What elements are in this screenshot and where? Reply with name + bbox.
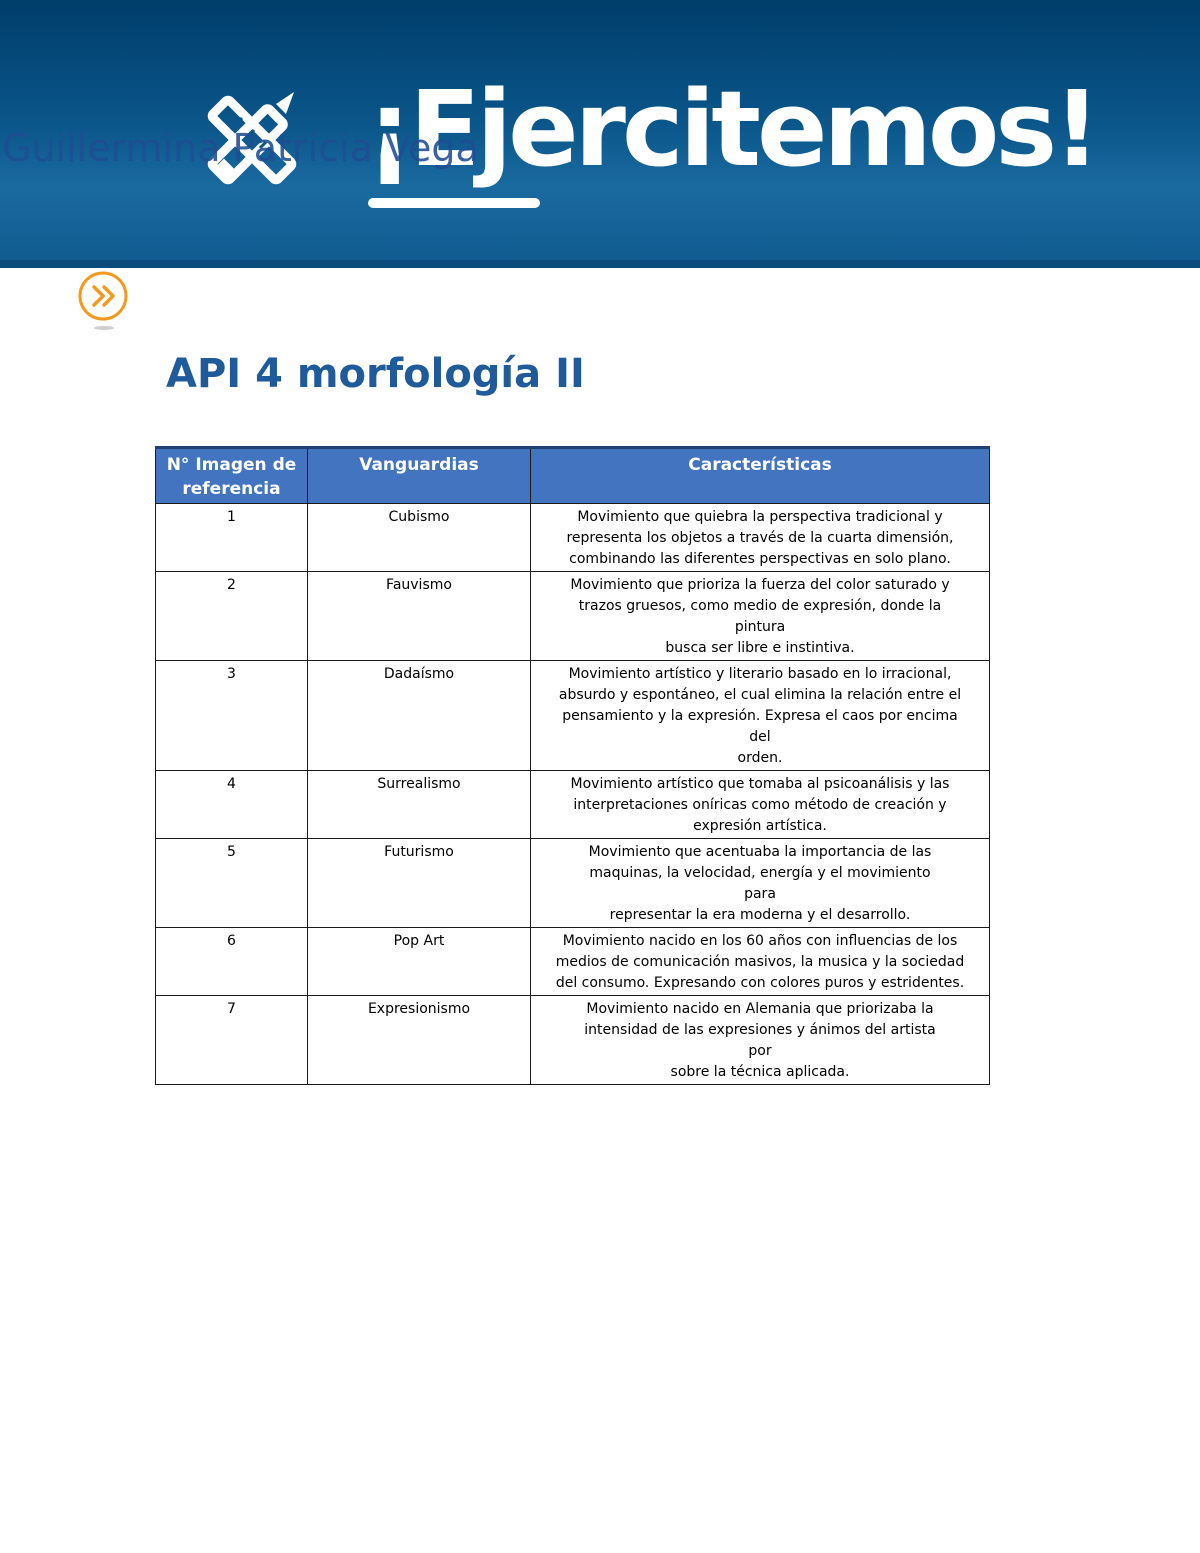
cell-caracteristicas: Movimiento que prioriza la fuerza del color saturado y trazos gruesos, como medio de expresión, donde la pintura busca ser libre e instintiva. — [531, 572, 990, 661]
icon-shadow — [94, 326, 114, 330]
cell-caracteristicas: Movimiento nacido en los 60 años con influencias de los medios de comunicación masivos, la musica y la sociedad del consumo. Expresando con colores puros y estridentes. — [531, 928, 990, 996]
banner-bottom-edge — [0, 260, 1200, 268]
cell-vanguardia: Cubismo — [308, 504, 531, 572]
table-row — [156, 928, 990, 996]
double-chevron-right-icon — [77, 270, 129, 322]
header-vanguardias: Vanguardias — [308, 448, 531, 504]
header-caracteristicas: Características — [531, 448, 990, 504]
cell-numero: 7 — [156, 996, 308, 1085]
author-watermark: Guillermina Patricia Vega — [2, 126, 479, 170]
cell-caracteristicas: Movimiento artístico y literario basado en lo irracional, absurdo y espontáneo, el cual elimina la relación entre el pensamiento y la expresión. Expresa el caos por encima del orden. — [531, 661, 990, 771]
table-row — [156, 996, 990, 1085]
table-row — [156, 771, 990, 839]
cell-vanguardia: Futurismo — [308, 839, 531, 928]
cell-numero: 2 — [156, 572, 308, 661]
vanguardias-table — [155, 446, 990, 1085]
table-row — [156, 572, 990, 661]
cell-caracteristicas: Movimiento artístico que tomaba al psicoanálisis y las interpretaciones oníricas como método de creación y expresión artística. — [531, 771, 990, 839]
cell-caracteristicas: Movimiento que quiebra la perspectiva tradicional y representa los objetos a través de la cuarta dimensión, combinando las diferentes perspectivas en solo plano. — [531, 504, 990, 572]
vanguardias-table-container — [155, 446, 989, 1085]
cell-vanguardia: Expresionismo — [308, 996, 531, 1085]
cell-numero: 6 — [156, 928, 308, 996]
banner-underline — [368, 198, 540, 208]
cell-vanguardia: Fauvismo — [308, 572, 531, 661]
header-banner — [0, 0, 1200, 268]
cell-caracteristicas: Movimiento que acentuaba la importancia de las maquinas, la velocidad, energía y el movimiento para representar la era moderna y el desarrollo. — [531, 839, 990, 928]
header-numero: N° Imagen de referencia — [156, 448, 308, 504]
banner-title: ¡Ejercitemos! — [366, 68, 1097, 190]
cell-numero: 1 — [156, 504, 308, 572]
cell-caracteristicas: Movimiento nacido en Alemania que priorizaba la intensidad de las expresiones y ánimos del artista por sobre la técnica aplicada. — [531, 996, 990, 1085]
cell-numero: 5 — [156, 839, 308, 928]
page-title: API 4 morfología II — [166, 351, 585, 397]
cell-vanguardia: Dadaísmo — [308, 661, 531, 771]
table-row — [156, 504, 990, 572]
cell-vanguardia: Surrealismo — [308, 771, 531, 839]
cell-numero: 3 — [156, 661, 308, 771]
table-row — [156, 661, 990, 771]
cell-vanguardia: Pop Art — [308, 928, 531, 996]
table-row — [156, 839, 990, 928]
cell-numero: 4 — [156, 771, 308, 839]
table-header-row — [156, 448, 990, 504]
